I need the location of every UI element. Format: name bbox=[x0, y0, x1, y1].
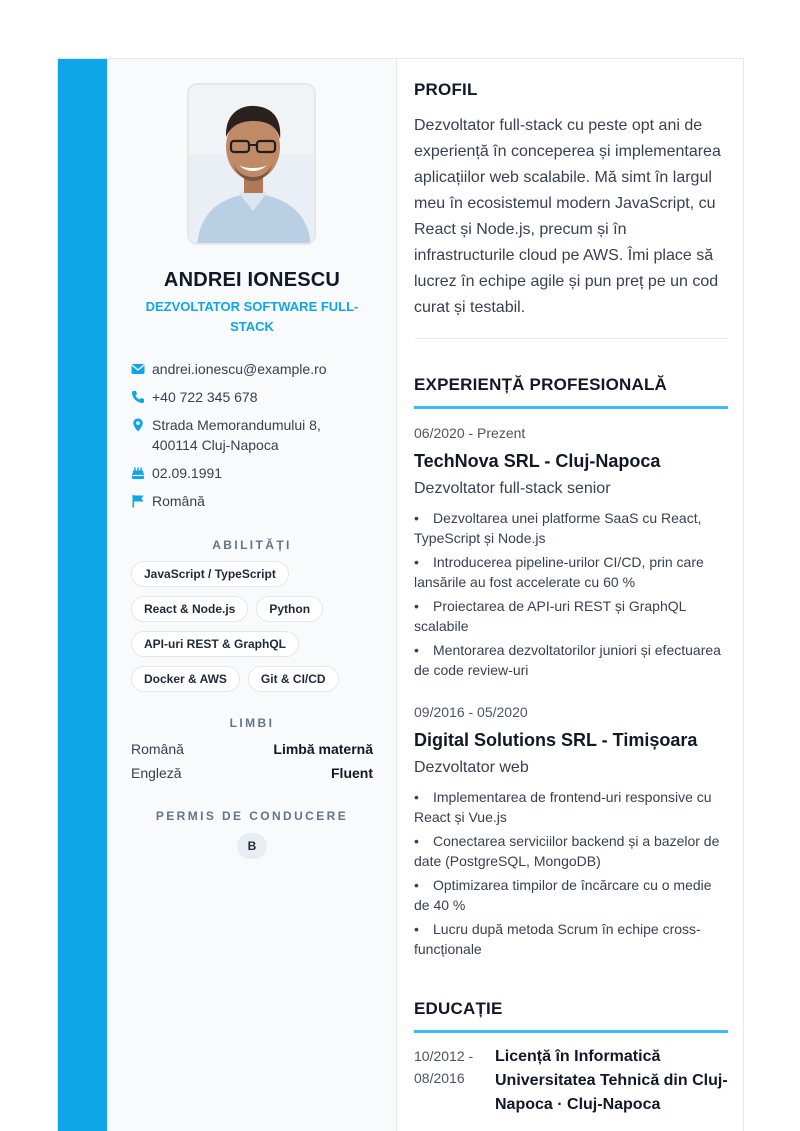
bullet-text: Mentorarea dezvoltatorilor juniori și efectuarea de code review-uri bbox=[414, 642, 721, 678]
candidate-title: DEZVOLTATOR SOFTWARE FULL-STACK bbox=[145, 299, 359, 334]
job-bullet: • Conectarea serviciilor backend și a bazelor de date (PostgreSQL, MongoDB) bbox=[414, 833, 720, 869]
education-details bbox=[495, 1045, 728, 1117]
job-bullet: • Implementarea de frontend-uri responsive cu React și Vue.js bbox=[414, 789, 712, 825]
job-company: Digital Solutions SRL - Timișoara bbox=[414, 730, 698, 750]
cv-page bbox=[57, 58, 744, 1131]
bullet-text: Proiectarea de API-uri REST și GraphQL scalabile bbox=[414, 598, 686, 634]
bullet-text: Implementarea de frontend-uri responsive cu React și Vue.js bbox=[414, 789, 712, 825]
contact-address bbox=[131, 415, 381, 455]
main-content bbox=[398, 59, 744, 1131]
email-text: andrei.ionescu@example.ro bbox=[152, 361, 327, 377]
contact-nationality bbox=[131, 491, 381, 511]
language-row bbox=[131, 763, 373, 783]
bullet-text: Optimizarea timpilor de încărcare cu o medie de 40 % bbox=[414, 877, 712, 913]
bullet-text: Conectarea serviciilor backend și a bazelor de date (PostgreSQL, MongoDB) bbox=[414, 833, 720, 869]
skill-chip: React & Node.js bbox=[131, 596, 248, 622]
language-row bbox=[131, 739, 373, 759]
language-level: Limbă maternă bbox=[273, 741, 373, 757]
portrait-illustration bbox=[189, 85, 316, 245]
skill-chip: Git & CI/CD bbox=[248, 666, 339, 692]
job-bullet: • Proiectarea de API-uri REST și GraphQL scalabile bbox=[414, 598, 686, 634]
job-bullet: • Lucru după metoda Scrum în echipe cross-funcționale bbox=[414, 921, 701, 957]
language-level: Fluent bbox=[331, 765, 373, 781]
birthdate-text: 02.09.1991 bbox=[152, 465, 223, 481]
job-bullets bbox=[414, 787, 728, 959]
phone-icon bbox=[131, 390, 145, 404]
skill-chip: API-uri REST & GraphQL bbox=[131, 631, 299, 657]
address-text: Strada Memorandumului 8, 400114 Cluj-Napoca bbox=[152, 417, 321, 453]
nationality-text: Română bbox=[152, 493, 205, 509]
language-name: Engleză bbox=[131, 765, 182, 781]
job-bullet: • Dezvoltarea unei platforme SaaS cu React, TypeScript și Node.js bbox=[414, 510, 702, 546]
education-entry bbox=[414, 1045, 728, 1117]
education-school: Universitatea Tehnică din Cluj-Napoca · Cluj-Napoca bbox=[495, 1072, 728, 1113]
education-dates: 10/2012 - 08/2016 bbox=[414, 1048, 474, 1086]
skill-chip: Python bbox=[256, 596, 323, 622]
contact-list bbox=[131, 359, 381, 519]
languages-heading: LIMBI bbox=[229, 716, 275, 730]
job-company: TechNova SRL - Cluj-Napoca bbox=[414, 451, 661, 471]
job-bullet: • Introducerea pipeline-urilor CI/CD, prin care lansările au fost accelerate cu 60 % bbox=[414, 554, 704, 590]
profile-divider bbox=[414, 338, 728, 339]
education-rule bbox=[414, 1030, 728, 1033]
bullet-text: Introducerea pipeline-urilor CI/CD, prin care lansările au fost accelerate cu 60 % bbox=[414, 554, 704, 590]
bullet-text: Dezvoltarea unei platforme SaaS cu React, TypeScript și Node.js bbox=[414, 510, 702, 546]
job-role: Dezvoltator web bbox=[414, 759, 529, 776]
profile-photo bbox=[187, 83, 316, 245]
skill-chip: Docker & AWS bbox=[131, 666, 240, 692]
job-bullet: • Optimizarea timpilor de încărcare cu o medie de 40 % bbox=[414, 877, 712, 913]
candidate-name: ANDREI IONESCU bbox=[163, 269, 341, 291]
sidebar bbox=[107, 59, 397, 1131]
accent-bar bbox=[58, 59, 107, 1131]
bullet-text: Lucru după metoda Scrum în echipe cross-funcționale bbox=[414, 921, 701, 957]
job-entry bbox=[414, 423, 728, 684]
profile-text: Dezvoltator full-stack cu peste opt ani de experiență în conceperea și implementarea aplicațiilor web scalabile. Mă simt în largul meu în ecosistemul modern JavaScript, cu React și Node.js, precum și în infrastructurile cloud pe AWS. Îmi place să lucrez în echipe agile și pun preț pe un cod curat și testabil. bbox=[414, 117, 721, 316]
experience-rule bbox=[414, 406, 728, 409]
phone-text: +40 722 345 678 bbox=[152, 389, 258, 405]
envelope-icon bbox=[131, 362, 145, 376]
skill-chip: JavaScript / TypeScript bbox=[131, 561, 289, 587]
profile-heading: PROFIL bbox=[414, 80, 478, 99]
map-pin-icon bbox=[131, 418, 145, 432]
contact-birthdate bbox=[131, 463, 381, 483]
contact-phone[interactable] bbox=[131, 387, 381, 407]
job-dates: 09/2016 - 05/2020 bbox=[414, 704, 528, 720]
license-badge: B bbox=[237, 833, 267, 859]
job-bullet: • Mentorarea dezvoltatorilor juniori și efectuarea de code review-uri bbox=[414, 642, 721, 678]
flag-icon bbox=[131, 494, 145, 508]
skills-heading: ABILITĂȚI bbox=[212, 538, 292, 552]
job-dates: 06/2020 - Prezent bbox=[414, 425, 526, 441]
experience-heading: EXPERIENȚĂ PROFESIONALĂ bbox=[414, 375, 668, 394]
education-heading: EDUCAȚIE bbox=[414, 999, 503, 1018]
language-name: Română bbox=[131, 741, 184, 757]
skills-list bbox=[131, 561, 381, 692]
education-degree: Licență în Informatică bbox=[495, 1048, 661, 1065]
job-entry bbox=[414, 702, 728, 963]
license-heading: PERMIS DE CONDUCERE bbox=[155, 809, 349, 823]
job-bullets bbox=[414, 508, 728, 680]
cake-icon bbox=[131, 466, 145, 480]
job-role: Dezvoltator full-stack senior bbox=[414, 480, 611, 497]
contact-email[interactable] bbox=[131, 359, 381, 379]
